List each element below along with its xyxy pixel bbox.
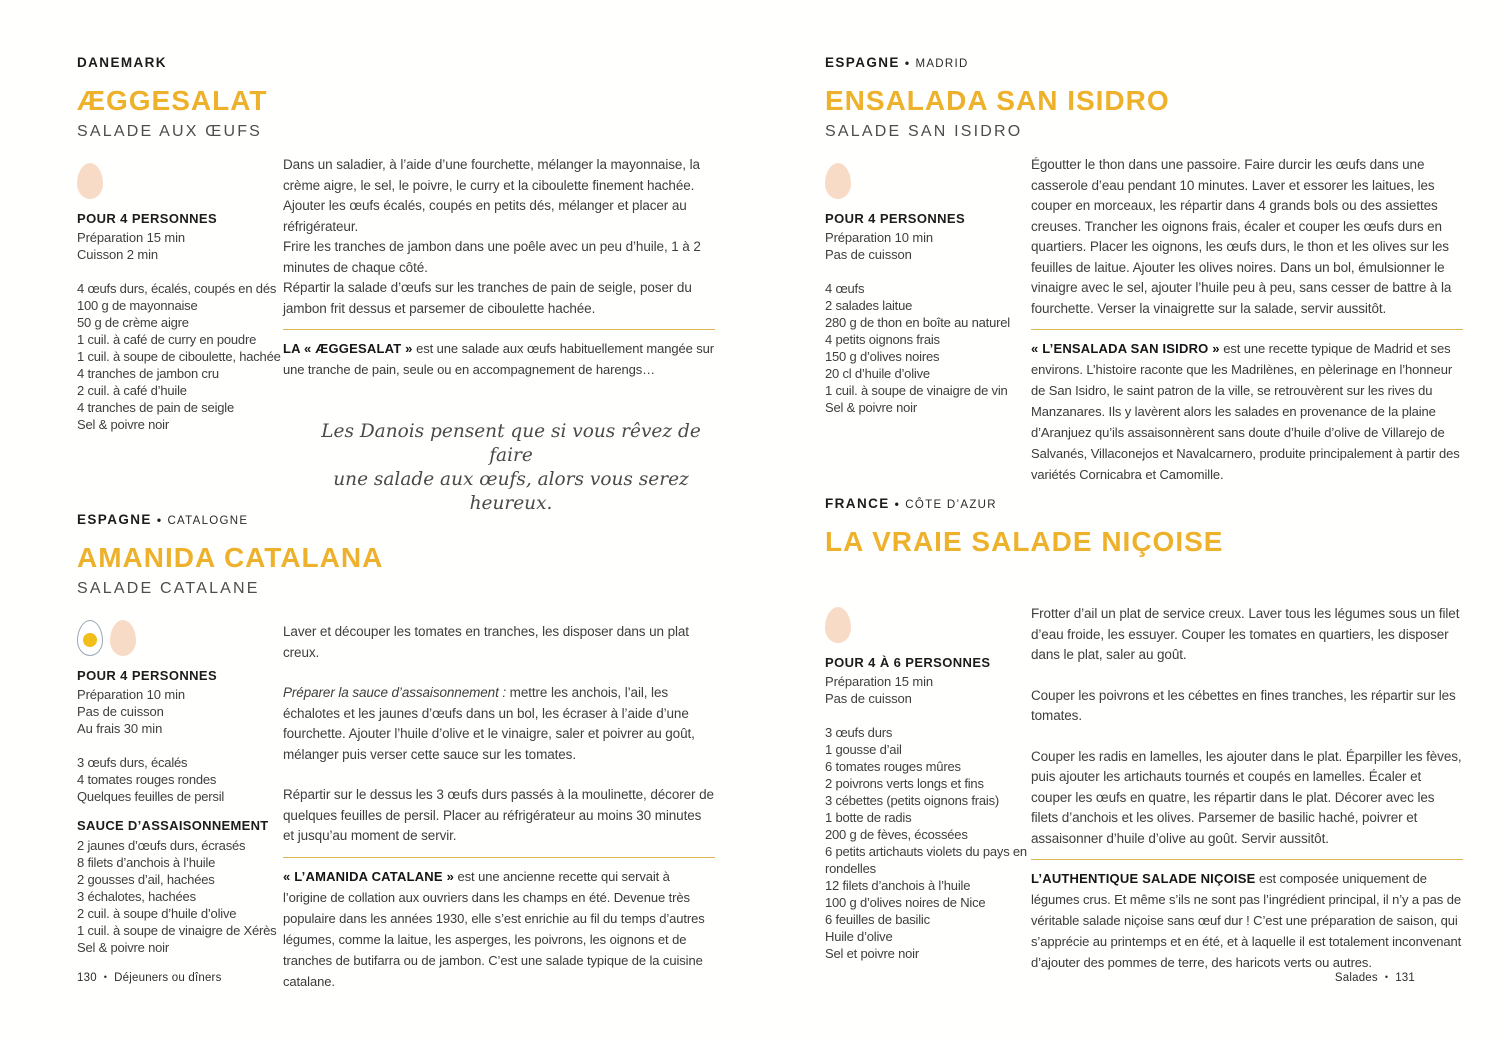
note-lead: « L’ENSALADA SAN ISIDRO » bbox=[1031, 341, 1220, 356]
ingredient-item: 12 filets d’anchois à l’huile bbox=[825, 878, 971, 893]
ingredient-item: 6 tomates rouges mûres bbox=[825, 759, 961, 774]
ingredient-item: 2 cuil. à café d’huile bbox=[77, 383, 187, 398]
quote-line-1: Les Danois pensent que si vous rêvez de faire bbox=[321, 421, 701, 466]
ingredient-item: 200 g de fèves, écossées bbox=[825, 827, 968, 842]
meta-line: Pas de cuisson bbox=[825, 247, 912, 262]
ingredient-item: 1 gousse d’ail bbox=[825, 742, 902, 757]
note-lead: L’AUTHENTIQUE SALADE NIÇOISE bbox=[1031, 871, 1256, 886]
egg-icons bbox=[825, 163, 1029, 199]
prep-meta bbox=[77, 686, 281, 737]
ingredient-item: 3 œufs durs bbox=[825, 725, 893, 740]
prep-meta bbox=[77, 229, 281, 263]
ingredient-item: 4 tranches de pain de seigle bbox=[77, 400, 235, 415]
region-separator: • bbox=[894, 497, 901, 511]
right-page-footer bbox=[1335, 972, 1415, 984]
ingredient-item: 2 poivrons verts longs et fins bbox=[825, 776, 984, 791]
serving-header: POUR 4 À 6 PERSONNES bbox=[825, 655, 991, 670]
recipe-ensalada-san-isidro bbox=[825, 55, 1460, 482]
ingredient-item: Quelques feuilles de persil bbox=[77, 789, 225, 804]
ingredient-item: 150 g d’olives noires bbox=[825, 349, 940, 364]
recipe-title: ÆGGESALAT bbox=[77, 85, 268, 116]
page-number: 130 bbox=[77, 972, 97, 984]
country-label: DANEMARK bbox=[77, 55, 167, 70]
ingredient-item: 1 cuil. à soupe de vinaigre de vin bbox=[825, 383, 1008, 398]
ingredient-item: 1 cuil. à soupe de vinaigre de Xérès bbox=[77, 923, 277, 938]
prep-meta bbox=[825, 229, 1029, 263]
instruction-paragraph: Égoutter le thon dans une passoire. Faire durcir les œufs dans une casserole d’eau pendant 10 minutes. Laver et essorer les laitues, les couper en morceaux, les répartir dans 4 grands bols ou des assiettes creuses. Trancher les oignons frais, écaler et couper les œufs durs en quartiers. Placer les oignons, les œufs durs, le thon et les olives sur les feuilles de laitue. Ajouter les olives noires. Dans un bol, émulsionner le vinaigre avec le sel, ajouter l’huile peu à peu, sans cesser de battre à la fourchette. Verser la vinaigrette sur la salade, servir aussitôt. bbox=[1031, 157, 1452, 316]
whole-egg-icon bbox=[825, 607, 851, 643]
instruction-paragraph: Laver et découper les tomates en tranches, les disposer dans un plat creux. bbox=[283, 624, 689, 660]
ingredient-item: 20 cl d’huile d’olive bbox=[825, 366, 930, 381]
ingredients-column bbox=[825, 163, 1029, 416]
section-label: Salades bbox=[1334, 972, 1378, 984]
recipe-note bbox=[1031, 868, 1463, 973]
country-label: ESPAGNE bbox=[77, 512, 152, 527]
ingredients-list bbox=[825, 280, 1029, 416]
recipe-subtitle: SALADE CATALANE bbox=[77, 580, 260, 597]
ingredient-item: 2 gousses d’ail, hachées bbox=[77, 872, 215, 887]
area-label: CÔTE D’AZUR bbox=[905, 499, 997, 511]
ingredient-item: Sel & poivre noir bbox=[77, 417, 169, 432]
instructions bbox=[1031, 604, 1463, 849]
ingredient-item: 1 botte de radis bbox=[825, 810, 912, 825]
instruction-paragraph: Frire les tranches de jambon dans une poêle avec un peu d’huile, 1 à 2 minutes de chaque côté. bbox=[283, 239, 701, 275]
ingredient-item: Sel et poivre noir bbox=[825, 946, 919, 961]
instruction-paragraph: Couper les poivrons et les cébettes en fines tranches, les répartir sur les tomates. bbox=[1031, 687, 1456, 723]
recipe-note bbox=[283, 338, 715, 380]
ingredient-item: 6 petits artichauts violets du pays en rondelles bbox=[825, 844, 1027, 876]
divider-rule bbox=[1031, 859, 1463, 860]
meta-line: Préparation 10 min bbox=[825, 230, 934, 245]
ingredient-item: 2 cuil. à soupe d’huile d’olive bbox=[77, 906, 237, 921]
ingredient-item: 4 œufs bbox=[825, 281, 865, 296]
page-number: 131 bbox=[1395, 972, 1415, 984]
ingredient-item: 4 tranches de jambon cru bbox=[77, 366, 219, 381]
recipe-title: ENSALADA SAN ISIDRO bbox=[825, 85, 1170, 116]
meta-line: Préparation 10 min bbox=[77, 687, 186, 702]
ingredient-item: 1 cuil. à café de curry en poudre bbox=[77, 332, 257, 347]
pull-quote bbox=[283, 420, 715, 516]
divider-rule bbox=[1031, 329, 1463, 330]
country-label: FRANCE bbox=[825, 496, 890, 511]
ingredient-item: 2 jaunes d’œufs durs, écrasés bbox=[77, 838, 246, 853]
ingredient-item: 3 échalotes, hachées bbox=[77, 889, 196, 904]
whole-egg-icon bbox=[110, 620, 136, 656]
note-text: est une ancienne recette qui servait à l’origine de collation aux ouvriers dans les champs en été. Devenue très populaire dans les années 1930, elle s’est enrichie au fil du temps d’autres légumes, comme la laitue, les asperges, les poivrons, les oignons et de tranches de butifarra ou de jambon. C’est une salade typique de la cuisine catalane. bbox=[283, 868, 705, 989]
instructions bbox=[283, 622, 715, 847]
ingredients-column bbox=[77, 620, 281, 956]
recipe-subtitle: SALADE SAN ISIDRO bbox=[825, 123, 1023, 140]
recipe-title: LA VRAIE SALADE NIÇOISE bbox=[825, 526, 1224, 557]
ingredient-item: Sel & poivre noir bbox=[825, 400, 917, 415]
instruction-paragraph bbox=[283, 683, 715, 765]
recipe-salade-nicoise bbox=[825, 496, 1462, 970]
ingredient-item: 1 cuil. à soupe de ciboulette, hachée bbox=[77, 349, 281, 364]
footer-separator: • bbox=[1384, 972, 1389, 982]
instruction-paragraph: Frotter d’ail un plat de service creux. Laver tous les légumes sous un filet d’eau froide, les essuyer. Couper les tomates en quartiers, les disposer dans le plat, saler au goût. bbox=[1031, 606, 1460, 662]
recipe-aeggesalat bbox=[77, 55, 715, 514]
ingredients-list bbox=[77, 280, 281, 433]
ingredient-item: 50 g de crème aigre bbox=[77, 315, 189, 330]
note-lead: « L’AMANIDA CATALANE » bbox=[283, 868, 454, 884]
meta-line: Pas de cuisson bbox=[77, 704, 164, 719]
instruction-text: mettre les anchois, l’ail, les échalotes et les jaunes d’œufs dans un bol, les écraser à l’aide d’une fourchette. Ajouter l’huile d’olive et le vinaigre, saler et poivrer au goût, mélanger puis verser cette sauce sur les tomates. bbox=[283, 685, 695, 762]
ingredient-item: 6 feuilles de basilic bbox=[825, 912, 930, 927]
instruction-paragraph: Répartir la salade d’œufs sur les tranches de pain de seigle, poser du jambon frit dessus et parsemer de ciboulette hachée. bbox=[283, 280, 692, 316]
halved-egg-icon bbox=[77, 620, 103, 656]
ingredient-item: 4 œufs durs, écalés, coupés en dés bbox=[77, 281, 277, 296]
whole-egg-icon bbox=[77, 163, 103, 199]
meta-line: Préparation 15 min bbox=[825, 674, 934, 689]
meta-line: Au frais 30 min bbox=[77, 721, 163, 736]
method-column bbox=[283, 622, 715, 992]
meta-line: Cuisson 2 min bbox=[77, 247, 159, 262]
quote-line-2: une salade aux œufs, alors vous serez heureux. bbox=[333, 469, 689, 514]
ingredient-item: 4 petits oignons frais bbox=[825, 332, 940, 347]
instruction-italic-lead: Préparer la sauce d’assaisonnement : bbox=[283, 685, 507, 700]
ingredients-list bbox=[825, 724, 1029, 962]
ingredient-item: 100 g de mayonnaise bbox=[77, 298, 198, 313]
footer-separator: • bbox=[103, 972, 108, 982]
sauce-header: SAUCE D’ASSAISONNEMENT bbox=[77, 818, 269, 833]
ingredient-item: 2 salades laitue bbox=[825, 298, 913, 313]
ingredient-item: 280 g de thon en boîte au naturel bbox=[825, 315, 1010, 330]
serving-header: POUR 4 PERSONNES bbox=[77, 211, 218, 226]
region-label bbox=[825, 55, 1456, 70]
ingredients-column bbox=[77, 163, 281, 433]
region-separator: • bbox=[904, 56, 911, 70]
ingredient-item: 3 œufs durs, écalés bbox=[77, 755, 188, 770]
egg-icons bbox=[77, 163, 281, 199]
area-label: CATALOGNE bbox=[167, 515, 249, 527]
area-label: MADRID bbox=[915, 58, 969, 70]
instruction-paragraph: Dans un saladier, à l’aide d’une fourchette, mélanger la mayonnaise, la crème aigre, le sel, le poivre, le curry et la ciboulette finement hachée. Ajouter les œufs écalés, coupés en petits dés, mélanger et placer au réfrigérateur. bbox=[283, 157, 700, 234]
divider-rule bbox=[283, 857, 715, 858]
sauce-ingredients-list bbox=[77, 837, 281, 956]
method-column bbox=[283, 155, 715, 516]
note-text: est composée uniquement de légumes crus. Et même s’ils ne sont pas l’ingrédient principal, il n’y a pas de véritable salade niçoise sans œuf dur ! C’est une préparation de saison, qui s’apprécie au printemps et en été, et à laquelle il est totalement inconvenant d’ajouter des pommes de terre, des haricots verts ou autres. bbox=[1031, 871, 1462, 970]
ingredient-item: 100 g d’olives noires de Nice bbox=[825, 895, 986, 910]
recipe-title: AMANIDA CATALANA bbox=[77, 542, 384, 573]
instructions bbox=[1031, 155, 1463, 319]
instruction-paragraph: Répartir sur le dessus les 3 œufs durs passés à la moulinette, décorer de quelques feuilles de persil. Placer au réfrigérateur au moins 30 minutes et jusqu’au moment de servir. bbox=[283, 787, 714, 843]
ingredient-item: 4 tomates rouges rondes bbox=[77, 772, 217, 787]
country-label: ESPAGNE bbox=[825, 55, 900, 70]
instruction-paragraph: Couper les radis en lamelles, les ajouter dans le plat. Éparpiller les fèves, puis ajouter les artichauts tournés et coupés en lamelles. Écaler et couper les œufs en quatre, les répartir dans le plat. Décorer avec les filets d’anchois et les olives. Parsemer de basilic haché, poivrer et assaisonner d’huile d’olive au goût. Servir aussitôt. bbox=[1031, 748, 1462, 846]
region-separator: • bbox=[156, 513, 163, 527]
serving-header: POUR 4 PERSONNES bbox=[825, 211, 966, 226]
recipe-subtitle: SALADE AUX ŒUFS bbox=[77, 123, 263, 140]
prep-meta bbox=[825, 673, 1029, 707]
recipe-note bbox=[283, 866, 715, 992]
meta-line: Pas de cuisson bbox=[825, 691, 912, 706]
serving-header: POUR 4 PERSONNES bbox=[77, 668, 218, 683]
ingredients-list bbox=[77, 754, 281, 805]
divider-rule bbox=[283, 329, 715, 330]
region-label bbox=[77, 512, 708, 527]
ingredient-item: Sel & poivre noir bbox=[77, 940, 169, 955]
egg-yolk bbox=[83, 633, 97, 647]
ingredient-item: 3 cébettes (petits oignons frais) bbox=[825, 793, 1000, 808]
region-label bbox=[825, 496, 1456, 511]
region-label bbox=[77, 55, 708, 70]
ingredient-item: 8 filets d’anchois à l’huile bbox=[77, 855, 216, 870]
left-page-footer bbox=[77, 972, 222, 984]
instructions bbox=[283, 155, 715, 319]
egg-icons bbox=[825, 607, 1029, 643]
method-column bbox=[1031, 604, 1463, 973]
method-column bbox=[1031, 155, 1463, 485]
meta-line: Préparation 15 min bbox=[77, 230, 186, 245]
note-text: est une salade aux œufs habituellement mangée sur une tranche de pain, seule ou en accompagnement de harengs… bbox=[283, 341, 715, 377]
recipe-note bbox=[1031, 338, 1463, 485]
ingredients-column bbox=[825, 607, 1029, 962]
section-label: Déjeuners ou dîners bbox=[114, 972, 222, 984]
note-lead: LA « ÆGGESALAT » bbox=[283, 341, 413, 356]
whole-egg-icon bbox=[825, 163, 851, 199]
ingredient-item: Huile d’olive bbox=[825, 929, 893, 944]
egg-icons bbox=[77, 620, 281, 656]
note-text: est une recette typique de Madrid et ses environs. L’histoire raconte que les Madrilènes, en pèlerinage en l’honneur de San Isidro, le saint patron de la ville, se retrouvèrent sur les rives du Manzanares. Ils y lavèrent alors les salades en provenance de la plaine d’Aranjuez qu’ils assaisonnèrent sans doute d’huile d’olive de Villarejo de Salvanés, Villaconejos et Navalcarnero, produite principalement à partir des variétés Cornicabra et Camomille. bbox=[1031, 341, 1460, 482]
